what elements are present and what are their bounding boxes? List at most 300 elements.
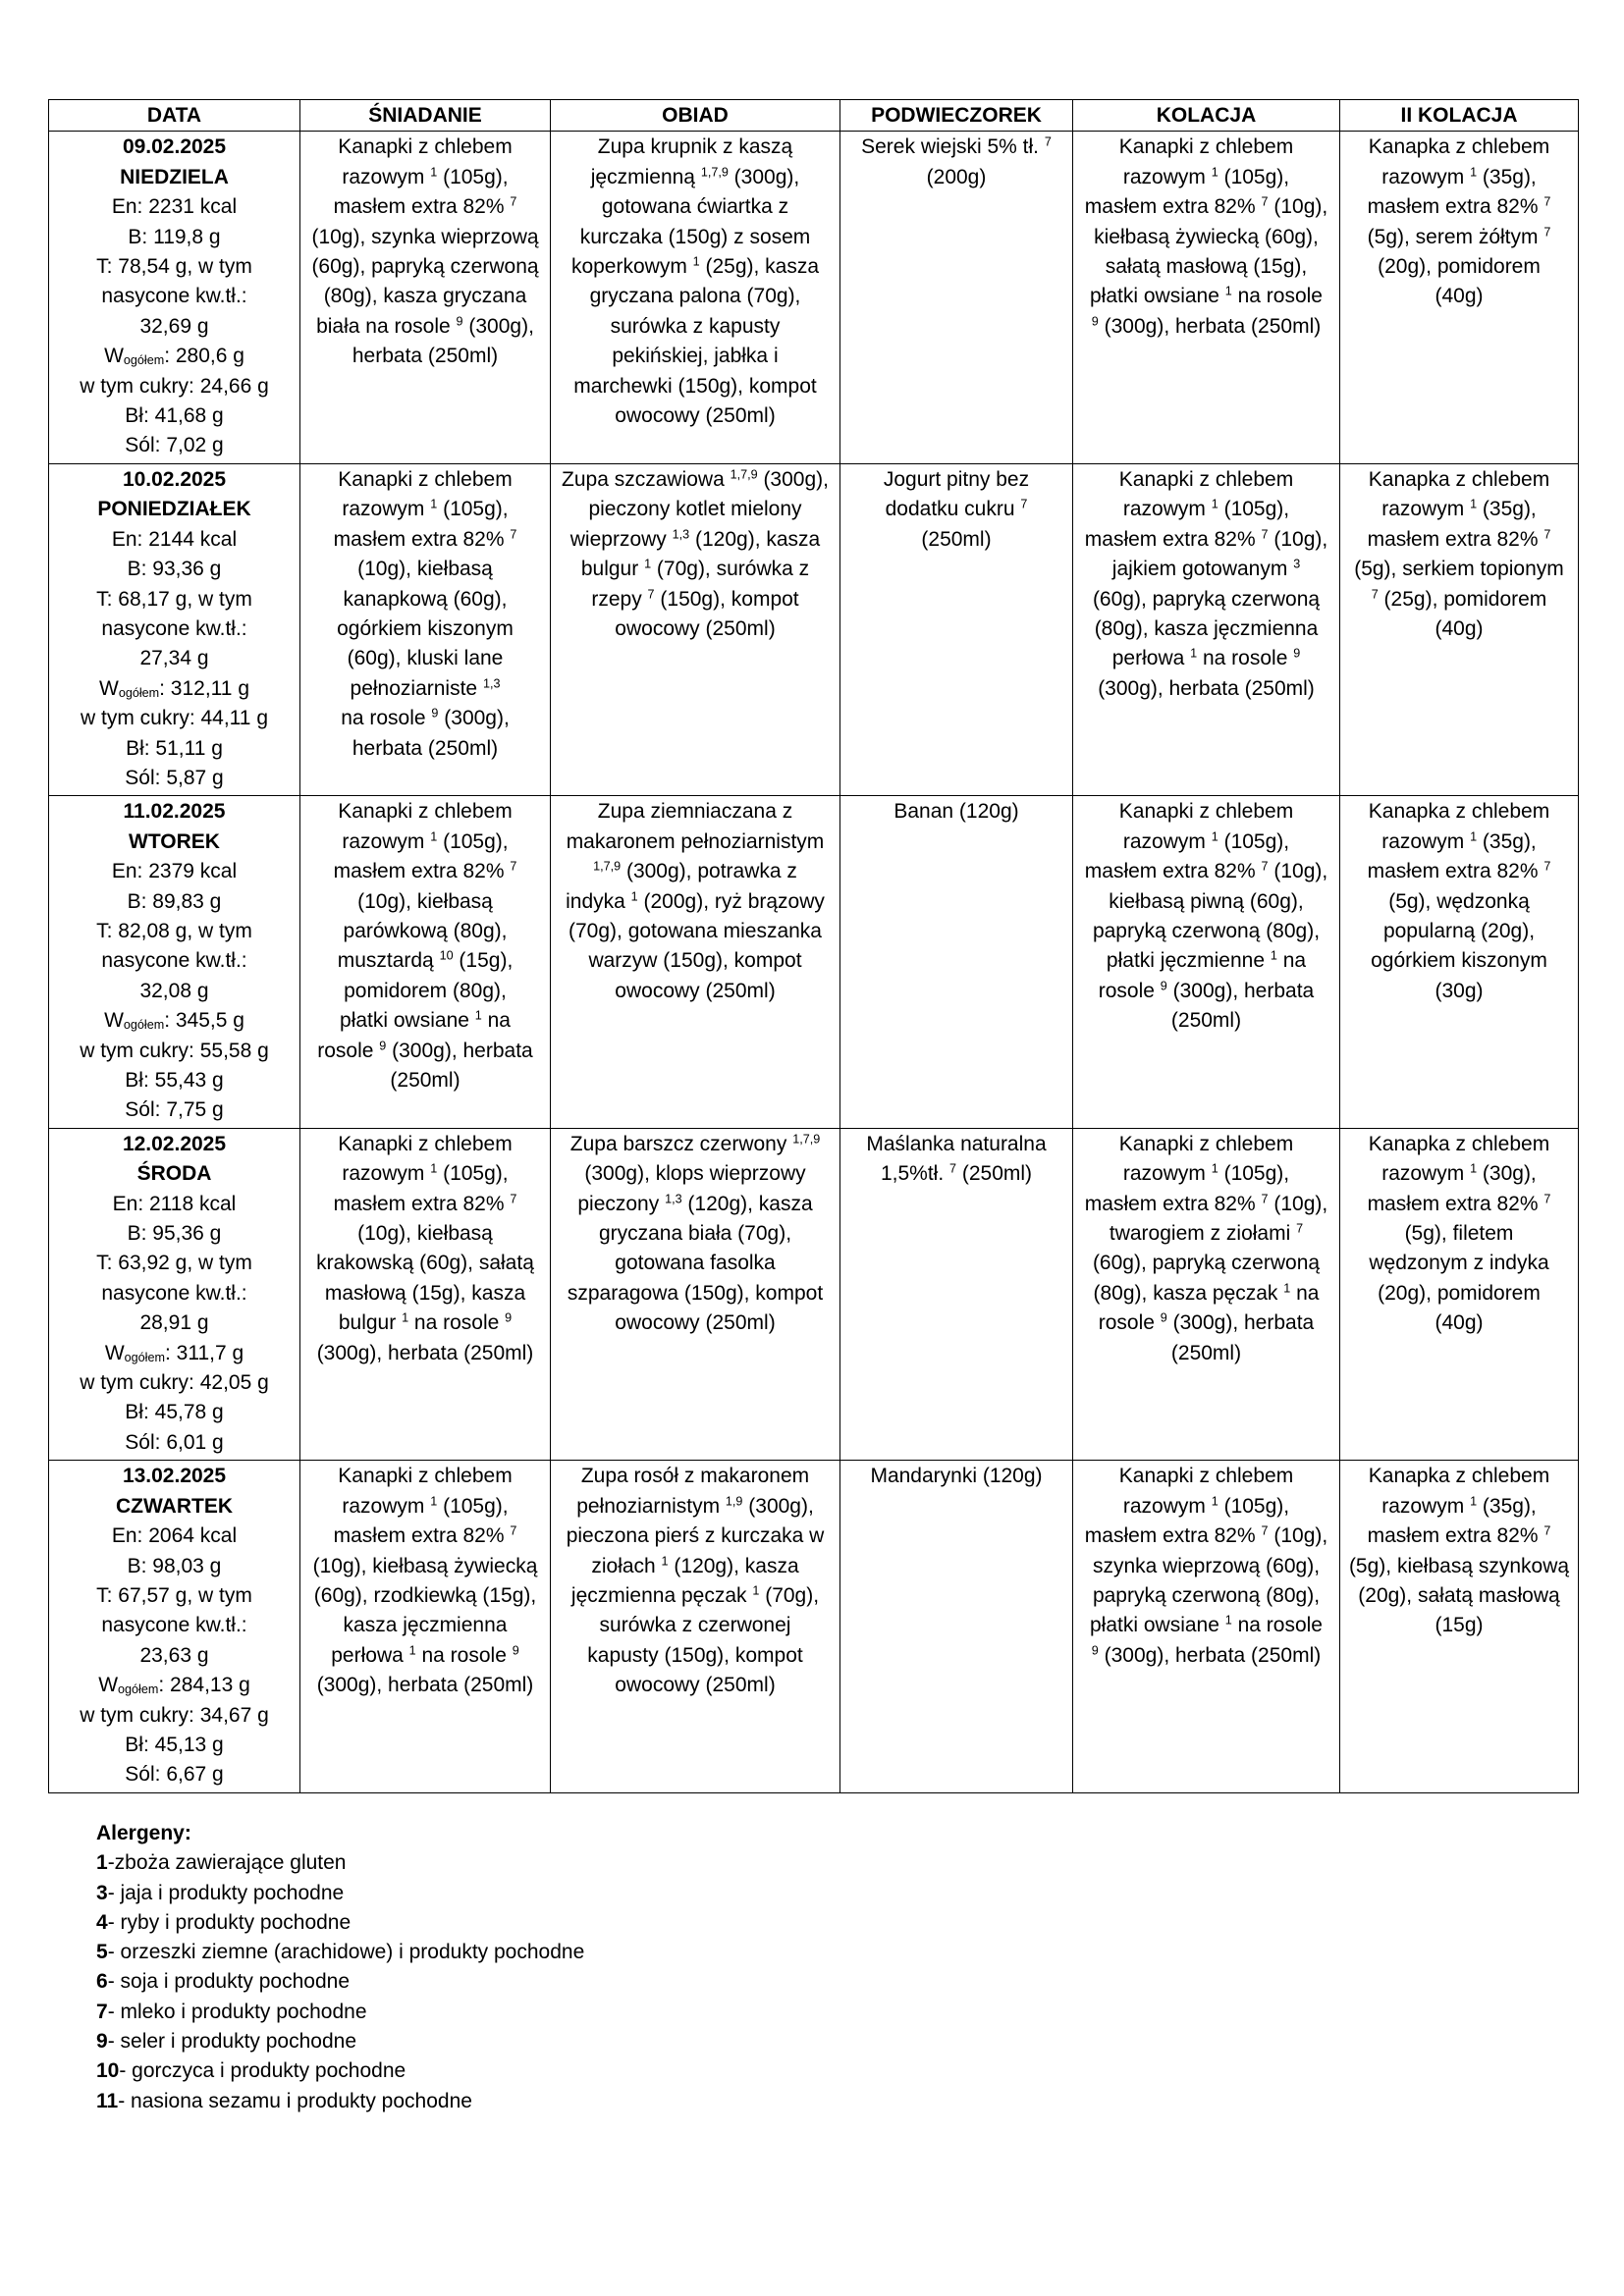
info-line: Bł: 45,78 g [125, 1401, 224, 1424]
carbs-value: : 345,5 g [164, 1009, 244, 1033]
allergen-mark: 1 [644, 557, 652, 571]
cell-line: Serek wiejski 5% tł. $^7$ [861, 134, 1052, 159]
info-line: T: 68,17 g, w tym [96, 587, 252, 611]
allergen-number: 9 [96, 2030, 108, 2054]
cell-line: (5g), serem żółtym $^7$ [1367, 225, 1551, 248]
cell-line: rosole $^9$ (300g), herbata [317, 1039, 533, 1062]
allergen-number: 11 [96, 2089, 119, 2112]
cell-line: (250ml) [921, 527, 992, 551]
allergen-mark: 7 [1543, 1523, 1551, 1538]
cell-line: (30g) [1435, 979, 1484, 1002]
info-line: nasycone kw.tł.: [101, 949, 247, 973]
allergen-mark: 7 [647, 586, 655, 601]
allergen-item [96, 2056, 584, 2086]
carbs-value: : 312,11 g [159, 676, 249, 700]
cell-line: kiełbasą żywiecką (60g), [1094, 225, 1319, 248]
cell-line: rzepy $^7$ (150g), kompot [591, 586, 799, 611]
allergen-mark: 7 [1261, 1192, 1269, 1206]
cell-line: gotowana fasolka [615, 1252, 776, 1275]
cell-line: krakowską (60g), sałatą [316, 1252, 534, 1275]
cell-line: biała na rosole $^9$ (300g), [316, 314, 534, 338]
cell-line: razowym $^1$ (105g), [1122, 829, 1290, 853]
allergen-text: - nasiona sezamu i produkty pochodne [118, 2089, 472, 2112]
meal-cell-afternoon-snack [840, 132, 1073, 463]
carbs-label: W [98, 1674, 119, 1697]
cell-line: razowym $^1$ (30g), [1381, 1161, 1537, 1186]
info-line: Sól: 6,01 g [125, 1430, 224, 1454]
cell-line: (80g), kasza jęczmienna [1094, 616, 1319, 640]
meal-cell-dinner [1073, 796, 1340, 1128]
allergen-mark: 1 [474, 1008, 482, 1023]
meal-cell-lunch [551, 1128, 840, 1460]
cell-line: razowym $^1$ (105g), [342, 497, 509, 521]
cell-line: musztardą $^{10}$ (15g), [337, 948, 514, 973]
cell-line: (300g), klops wieprzowy [584, 1162, 806, 1186]
cell-line: płatki owsiane $^1$ na rosole [1090, 1613, 1323, 1637]
day-info-cell [49, 1128, 300, 1460]
allergen-mark: 7 [510, 527, 517, 542]
cell-line: parówkową (80g), [343, 919, 508, 942]
info-line: w tym cukry: 55,58 g [80, 1039, 269, 1062]
cell-line: (10g), kiełbasą [357, 1222, 493, 1246]
meal-cell-afternoon-snack [840, 1128, 1073, 1460]
cell-line: dodatku cukru $^7$ [885, 497, 1028, 521]
cell-line: (5g), serkiem topionym [1354, 558, 1564, 581]
meal-cell-second-dinner [1340, 132, 1579, 463]
day-name: WTOREK [129, 829, 220, 853]
cell-line: gryczana palona (70g), [589, 285, 801, 308]
cell-line: ogórkiem kiszonym [337, 616, 514, 640]
cell-line: masłem extra 82% $^7$ [1367, 859, 1551, 883]
allergen-mark: 9 [431, 706, 439, 721]
cell-line: Banan (120g) [893, 800, 1019, 824]
cell-line: masłem extra 82% $^7$ (10g), [1084, 527, 1328, 551]
allergen-item [96, 1908, 584, 1938]
cell-line: płatki owsiane $^1$ na rosole [1090, 284, 1323, 308]
cell-line: szparagowa (150g), kompot [567, 1281, 824, 1305]
allergen-item [96, 1967, 584, 1997]
allergen-mark: 1 [430, 1494, 438, 1509]
cell-line: popularną (20g), [1382, 919, 1536, 942]
cell-line: $^7$ (25g), pomidorem [1371, 586, 1547, 611]
allergen-number: 10 [96, 2059, 120, 2083]
info-line: w tym cukry: 44,11 g [80, 707, 268, 730]
allergen-mark: 1,9 [725, 1494, 743, 1509]
info-line: 23,63 g [139, 1643, 209, 1667]
allergen-mark: 9 [512, 1643, 519, 1658]
allergen-text: - orzeszki ziemne (arachidowe) i produkty pochodne [107, 1941, 585, 1964]
allergen-mark: 1 [1470, 829, 1478, 844]
allergen-mark: 1,3 [665, 1192, 682, 1206]
carbs-subscript: ogółem [118, 1682, 159, 1696]
cell-line: pekińskiej, jabłka i [612, 345, 779, 368]
cell-line: (250ml) [1170, 1341, 1242, 1364]
carbs-label: W [99, 676, 119, 700]
allergen-mark: 1 [408, 1643, 416, 1658]
allergen-mark: 7 [1543, 527, 1551, 542]
cell-line: $^9$ (300g), herbata (250ml) [1091, 314, 1322, 338]
info-line-carbs [51, 1006, 298, 1036]
allergen-mark: 7 [1020, 497, 1028, 511]
cell-line: Kanapki z chlebem [1118, 1465, 1294, 1488]
carbs-subscript: ogółem [124, 1350, 165, 1364]
day-date: 09.02.2025 [122, 135, 227, 159]
allergen-mark: 1 [1470, 165, 1478, 180]
allergen-mark: 7 [1543, 859, 1551, 874]
carbs-label: W [104, 345, 124, 368]
allergen-mark: 7 [510, 859, 517, 874]
info-line: T: 78,54 g, w tym [96, 255, 252, 279]
day-row [49, 132, 1579, 463]
info-line: nasycone kw.tł.: [101, 1281, 247, 1305]
header-breakfast: ŚNIADANIE [300, 100, 551, 132]
cell-line: bulgur $^1$ na rosole $^9$ [338, 1310, 513, 1335]
allergen-text: - ryby i produkty pochodne [107, 1910, 352, 1934]
info-line: T: 82,08 g, w tym [96, 919, 252, 942]
header-date: DATA [49, 100, 300, 132]
info-line: w tym cukry: 24,66 g [80, 374, 269, 398]
cell-line: razowym $^1$ (105g), [342, 1161, 509, 1186]
cell-line: owocowy (250ml) [615, 616, 776, 640]
allergen-mark: 9 [1160, 979, 1167, 993]
allergen-item [96, 2027, 584, 2056]
cell-line: owocowy (250ml) [615, 1311, 776, 1335]
carbs-value: : 311,7 g [164, 1341, 244, 1364]
cell-line: razowym $^1$ (105g), [1122, 1494, 1290, 1518]
cell-line: na rosole $^9$ (300g), [341, 706, 510, 730]
cell-line: masłową (15g), kasza [324, 1281, 526, 1305]
cell-line: (60g), rzodkiewką (15g), [313, 1583, 537, 1607]
cell-line: (10g), kiełbasą żywiecką [312, 1554, 538, 1577]
allergen-text: - jaja i produkty pochodne [107, 1881, 345, 1904]
allergen-mark: 7 [949, 1161, 957, 1176]
cell-line: masłem extra 82% $^7$ (10g), [1084, 194, 1328, 219]
info-line: w tym cukry: 42,05 g [80, 1371, 269, 1395]
allergen-mark: 7 [1296, 1221, 1304, 1236]
cell-line: marchewki (150g), kompot [573, 374, 817, 398]
header-lunch: OBIAD [551, 100, 840, 132]
cell-line: (300g), herbata (250ml) [316, 1341, 534, 1364]
meal-cell-breakfast [300, 463, 551, 795]
allergen-mark: 9 [1293, 646, 1301, 661]
cell-line: jęczmienna pęczak $^1$ (70g), [570, 1583, 820, 1607]
cell-line: masłem extra 82% $^7$ [1367, 1523, 1551, 1548]
day-date: 12.02.2025 [122, 1132, 227, 1155]
carbs-value: : 284,13 g [158, 1674, 250, 1697]
cell-line: Zupa rosół z makaronem [580, 1465, 810, 1488]
info-line-carbs [51, 1339, 298, 1368]
info-line: B: 95,36 g [127, 1222, 222, 1246]
cell-line: owocowy (250ml) [615, 979, 776, 1002]
cell-line: (250ml) [1170, 1009, 1242, 1033]
menu-body [49, 132, 1579, 1792]
meal-cell-breakfast [300, 1128, 551, 1460]
cell-line: gryczana biała (70g), [598, 1222, 792, 1246]
cell-line: (20g), pomidorem [1378, 255, 1541, 279]
allergen-number: 5 [96, 1941, 108, 1964]
cell-line: razowym $^1$ (35g), [1381, 829, 1537, 853]
cell-line: Kanapki z chlebem [338, 1465, 513, 1488]
cell-line: (10g), kiełbasą [357, 889, 493, 913]
cell-line: (60g), papryką czerwoną [1092, 1252, 1321, 1275]
info-line-carbs [51, 1671, 298, 1700]
allergen-mark: 1 [1211, 829, 1218, 844]
info-line: Bł: 51,11 g [126, 736, 223, 760]
allergen-mark: 1 [1224, 1613, 1232, 1628]
info-line: 28,91 g [139, 1311, 209, 1335]
cell-line: jęczmienną $^{1,7,9}$ (300g), [590, 165, 800, 188]
cell-line: bulgur $^1$ (70g), surówka z [580, 557, 810, 581]
allergen-item [96, 1848, 584, 1878]
allergen-item [96, 1938, 584, 1967]
allergen-mark: 3 [1293, 557, 1301, 571]
allergen-mark: 1 [1470, 497, 1478, 511]
cell-line: masłem extra 82% $^7$ [333, 194, 517, 219]
cell-line: $^9$ (300g), herbata (250ml) [1091, 1643, 1322, 1667]
allergen-mark: 1 [430, 1161, 438, 1176]
allergen-mark: 7 [1261, 1523, 1269, 1538]
cell-line: Kanapki z chlebem [338, 800, 513, 824]
day-row [49, 463, 1579, 795]
meal-cell-breakfast [300, 132, 551, 463]
header-row [49, 100, 1579, 132]
cell-line: pieczony kotlet mielony [588, 498, 802, 521]
carbs-subscript: ogółem [118, 685, 160, 700]
info-line: En: 2118 kcal [112, 1192, 237, 1215]
allergen-mark: 1 [1211, 497, 1218, 511]
allergen-item [96, 2087, 584, 2116]
cell-line: razowym $^1$ (105g), [1122, 165, 1290, 188]
allergen-text: - soja i produkty pochodne [107, 1970, 351, 1994]
allergen-mark: 1,7,9 [593, 859, 622, 874]
allergen-mark: 1,3 [672, 527, 690, 542]
cell-line: surówka z kapusty [610, 314, 781, 338]
day-date: 11.02.2025 [123, 800, 226, 824]
cell-line: Zupa szczawiowa $^{1,7,9}$ (300g), [562, 467, 829, 491]
allergen-mark: 9 [456, 314, 463, 329]
allergen-mark: 1 [661, 1553, 669, 1568]
cell-line: razowym $^1$ (35g), [1381, 1494, 1537, 1518]
meal-cell-second-dinner [1340, 796, 1579, 1128]
cell-line: pomidorem (80g), [344, 979, 507, 1002]
allergen-number: 4 [96, 1910, 108, 1934]
cell-line: kapusty (150g), kompot [587, 1643, 803, 1667]
allergen-number: 6 [96, 1970, 108, 1994]
cell-line: płatki owsiane $^1$ na [340, 1008, 511, 1033]
allergen-mark: 1 [1224, 284, 1232, 298]
cell-line: pieczony $^{1,3}$ (120g), kasza [577, 1192, 813, 1215]
cell-line: masłem extra 82% $^7$ (10g), [1084, 1523, 1328, 1548]
cell-line: owocowy (250ml) [615, 1674, 776, 1697]
cell-line: (20g), pomidorem [1378, 1281, 1541, 1305]
day-date: 10.02.2025 [122, 467, 227, 491]
cell-line: razowym $^1$ (35g), [1381, 497, 1537, 521]
allergen-number: 1 [96, 1851, 108, 1875]
header-second-dinner: II KOLACJA [1340, 100, 1579, 132]
allergen-mark: 7 [1261, 194, 1269, 209]
cell-line: masłem extra 82% $^7$ [333, 859, 517, 883]
meal-cell-second-dinner [1340, 1128, 1579, 1460]
cell-line: (10g), kiełbasą [357, 558, 493, 581]
meal-cell-dinner [1073, 463, 1340, 795]
cell-line: Zupa ziemniaczana z [597, 800, 793, 824]
cell-line: (60g), kluski lane [347, 647, 504, 670]
cell-line: (60g), papryką czerwoną [1092, 587, 1321, 611]
cell-line: masłem extra 82% $^7$ [1367, 194, 1551, 219]
allergen-mark: 1 [1270, 948, 1277, 963]
cell-line: (5g), wędzonką [1388, 889, 1530, 913]
cell-line: perłowa $^1$ na rosole $^9$ [331, 1643, 519, 1667]
cell-line: razowym $^1$ (105g), [342, 829, 509, 853]
cell-line: Kanapka z chlebem [1368, 1465, 1550, 1488]
info-line: 32,08 g [139, 979, 209, 1002]
cell-line: sałatą masłową (15g), [1105, 255, 1308, 279]
allergen-mark: 1 [692, 254, 700, 269]
allergen-list [96, 1848, 584, 2116]
info-line: nasycone kw.tł.: [101, 616, 247, 640]
meal-cell-lunch [551, 796, 840, 1128]
cell-line: masłem extra 82% $^7$ (10g), [1084, 1192, 1328, 1215]
cell-line: (20g), sałatą masłową [1358, 1583, 1560, 1607]
meal-cell-breakfast [300, 1461, 551, 1792]
cell-line: wędzonym z indyka [1369, 1252, 1549, 1275]
cell-line: $^{1,7,9}$ (300g), potrawka z [593, 859, 797, 883]
day-name: PONIEDZIAŁEK [97, 498, 251, 521]
allergen-mark: 7 [1543, 225, 1551, 240]
cell-line: Kanapki z chlebem [338, 467, 513, 491]
info-line: B: 119,8 g [128, 225, 221, 248]
allergen-number: 3 [96, 1881, 108, 1904]
day-name: CZWARTEK [116, 1494, 233, 1518]
cell-line: Kanapki z chlebem [1118, 135, 1294, 159]
cell-line: (300g), herbata (250ml) [316, 1674, 534, 1697]
cell-line: papryką czerwoną (80g), [1092, 1583, 1321, 1607]
cell-line: Kanapki z chlebem [338, 1132, 513, 1155]
allergen-mark: 1,7,9 [700, 165, 729, 180]
cell-line: Jogurt pitny bez [883, 467, 1030, 491]
allergen-mark: 1,7,9 [730, 467, 758, 482]
cell-line: kurczaka (150g) z sosem [579, 225, 811, 248]
info-line: 32,69 g [139, 314, 209, 338]
info-line: B: 89,83 g [127, 889, 222, 913]
info-line: T: 63,92 g, w tym [96, 1252, 252, 1275]
info-line: Sól: 7,75 g [125, 1098, 224, 1122]
allergen-mark: 9 [505, 1310, 513, 1325]
cell-line: pełnoziarniste $^{1,3}$ [350, 676, 501, 700]
cell-line: (80g), kasza pęczak $^1$ na [1093, 1281, 1320, 1305]
allergen-mark: 7 [510, 194, 517, 209]
info-line: En: 2231 kcal [111, 195, 238, 219]
allergen-mark: 7 [510, 1523, 517, 1538]
cell-line: Kanapka z chlebem [1368, 1132, 1550, 1155]
cell-line: jajkiem gotowanym $^3$ [1111, 557, 1301, 581]
cell-line: twarogiem z ziołami $^7$ [1109, 1221, 1304, 1246]
cell-line: masłem extra 82% $^7$ [1367, 1192, 1551, 1215]
cell-line: rosole $^9$ (300g), herbata [1098, 1310, 1315, 1335]
allergen-mark: 1 [1211, 165, 1218, 180]
cell-line: warzyw (150g), kompot [588, 949, 802, 973]
meal-cell-afternoon-snack [840, 463, 1073, 795]
cell-line: Mandarynki (120g) [870, 1465, 1043, 1488]
cell-line: (200g) [926, 165, 987, 188]
cell-line: indyka $^1$ (200g), ryż brązowy [566, 889, 825, 913]
info-line: B: 93,36 g [127, 558, 222, 581]
allergen-text: - mleko i produkty pochodne [107, 2000, 367, 2023]
cell-line: owocowy (250ml) [615, 404, 776, 428]
allergen-number: 7 [96, 2000, 108, 2023]
allergen-mark: 1 [1190, 646, 1198, 661]
allergen-mark: 1 [1470, 1494, 1478, 1509]
cell-line: szynka wieprzową (60g), [1092, 1554, 1321, 1577]
cell-line: (10g), szynka wieprzową [311, 225, 539, 248]
allergen-mark: 9 [1160, 1310, 1167, 1325]
cell-line: pełnoziarnistym $^{1,9}$ (300g), [576, 1494, 814, 1518]
meal-cell-second-dinner [1340, 1461, 1579, 1792]
meal-cell-afternoon-snack [840, 796, 1073, 1128]
cell-line: masłem extra 82% $^7$ (10g), [1084, 859, 1328, 883]
info-line-carbs [51, 674, 298, 704]
carbs-subscript: ogółem [123, 1018, 165, 1033]
cell-line: Kanapka z chlebem [1368, 467, 1550, 491]
cell-line: (300g), herbata (250ml) [1098, 676, 1315, 700]
day-row [49, 1461, 1579, 1792]
cell-line: masłem extra 82% $^7$ [333, 1523, 517, 1548]
cell-line: masłem extra 82% $^7$ [333, 1192, 517, 1215]
meal-cell-breakfast [300, 796, 551, 1128]
info-line: En: 2379 kcal [111, 860, 238, 883]
cell-line: 1,5%tł. $^7$ (250ml) [880, 1161, 1033, 1186]
carbs-subscript: ogółem [123, 353, 165, 368]
cell-line: Zupa barszcz czerwony $^{1,7,9}$ [569, 1132, 821, 1155]
info-line: Bł: 45,13 g [125, 1733, 224, 1756]
cell-line: (40g) [1435, 1311, 1484, 1335]
info-line: En: 2144 kcal [111, 527, 238, 551]
allergen-mark: 1,7,9 [792, 1132, 821, 1147]
info-line: nasycone kw.tł.: [101, 285, 247, 308]
allergen-mark: 10 [439, 948, 454, 963]
cell-line: (15g) [1435, 1614, 1484, 1637]
info-line: En: 2064 kcal [111, 1524, 238, 1548]
cell-line: papryką czerwoną (80g), [1092, 919, 1321, 942]
cell-line: (40g) [1435, 616, 1484, 640]
day-row [49, 1128, 1579, 1460]
allergen-text: - seler i produkty pochodne [107, 2030, 356, 2054]
allergen-item [96, 1998, 584, 2027]
cell-line: (70g), gotowana mieszanka [568, 919, 822, 942]
allergen-mark: 1 [630, 889, 638, 904]
allergen-mark: 1 [430, 829, 438, 844]
cell-line: surówka z czerwonej [599, 1614, 791, 1637]
cell-line: Kanapka z chlebem [1368, 135, 1550, 159]
allergen-mark: 1 [402, 1310, 409, 1325]
info-line: Sól: 6,67 g [125, 1763, 224, 1787]
cell-line: płatki jęczmienne $^1$ na [1106, 948, 1307, 973]
info-line: nasycone kw.tł.: [101, 1614, 247, 1637]
allergen-mark: 7 [1543, 194, 1551, 209]
cell-line: razowym $^1$ (105g), [1122, 497, 1290, 521]
info-line: 27,34 g [139, 647, 209, 670]
cell-line: Zupa krupnik z kaszą [597, 135, 793, 159]
allergen-mark: 7 [1261, 527, 1269, 542]
meal-cell-afternoon-snack [840, 1461, 1073, 1792]
header-afternoon-snack: PODWIECZOREK [840, 100, 1073, 132]
cell-line: (250ml) [390, 1069, 460, 1092]
menu-table [48, 99, 1579, 1793]
cell-line: wieprzowy $^{1,3}$ (120g), kasza [569, 527, 821, 551]
allergen-mark: 7 [1371, 586, 1379, 601]
cell-line: razowym $^1$ (105g), [1122, 1161, 1290, 1186]
cell-line: Kanapki z chlebem [1118, 800, 1294, 824]
